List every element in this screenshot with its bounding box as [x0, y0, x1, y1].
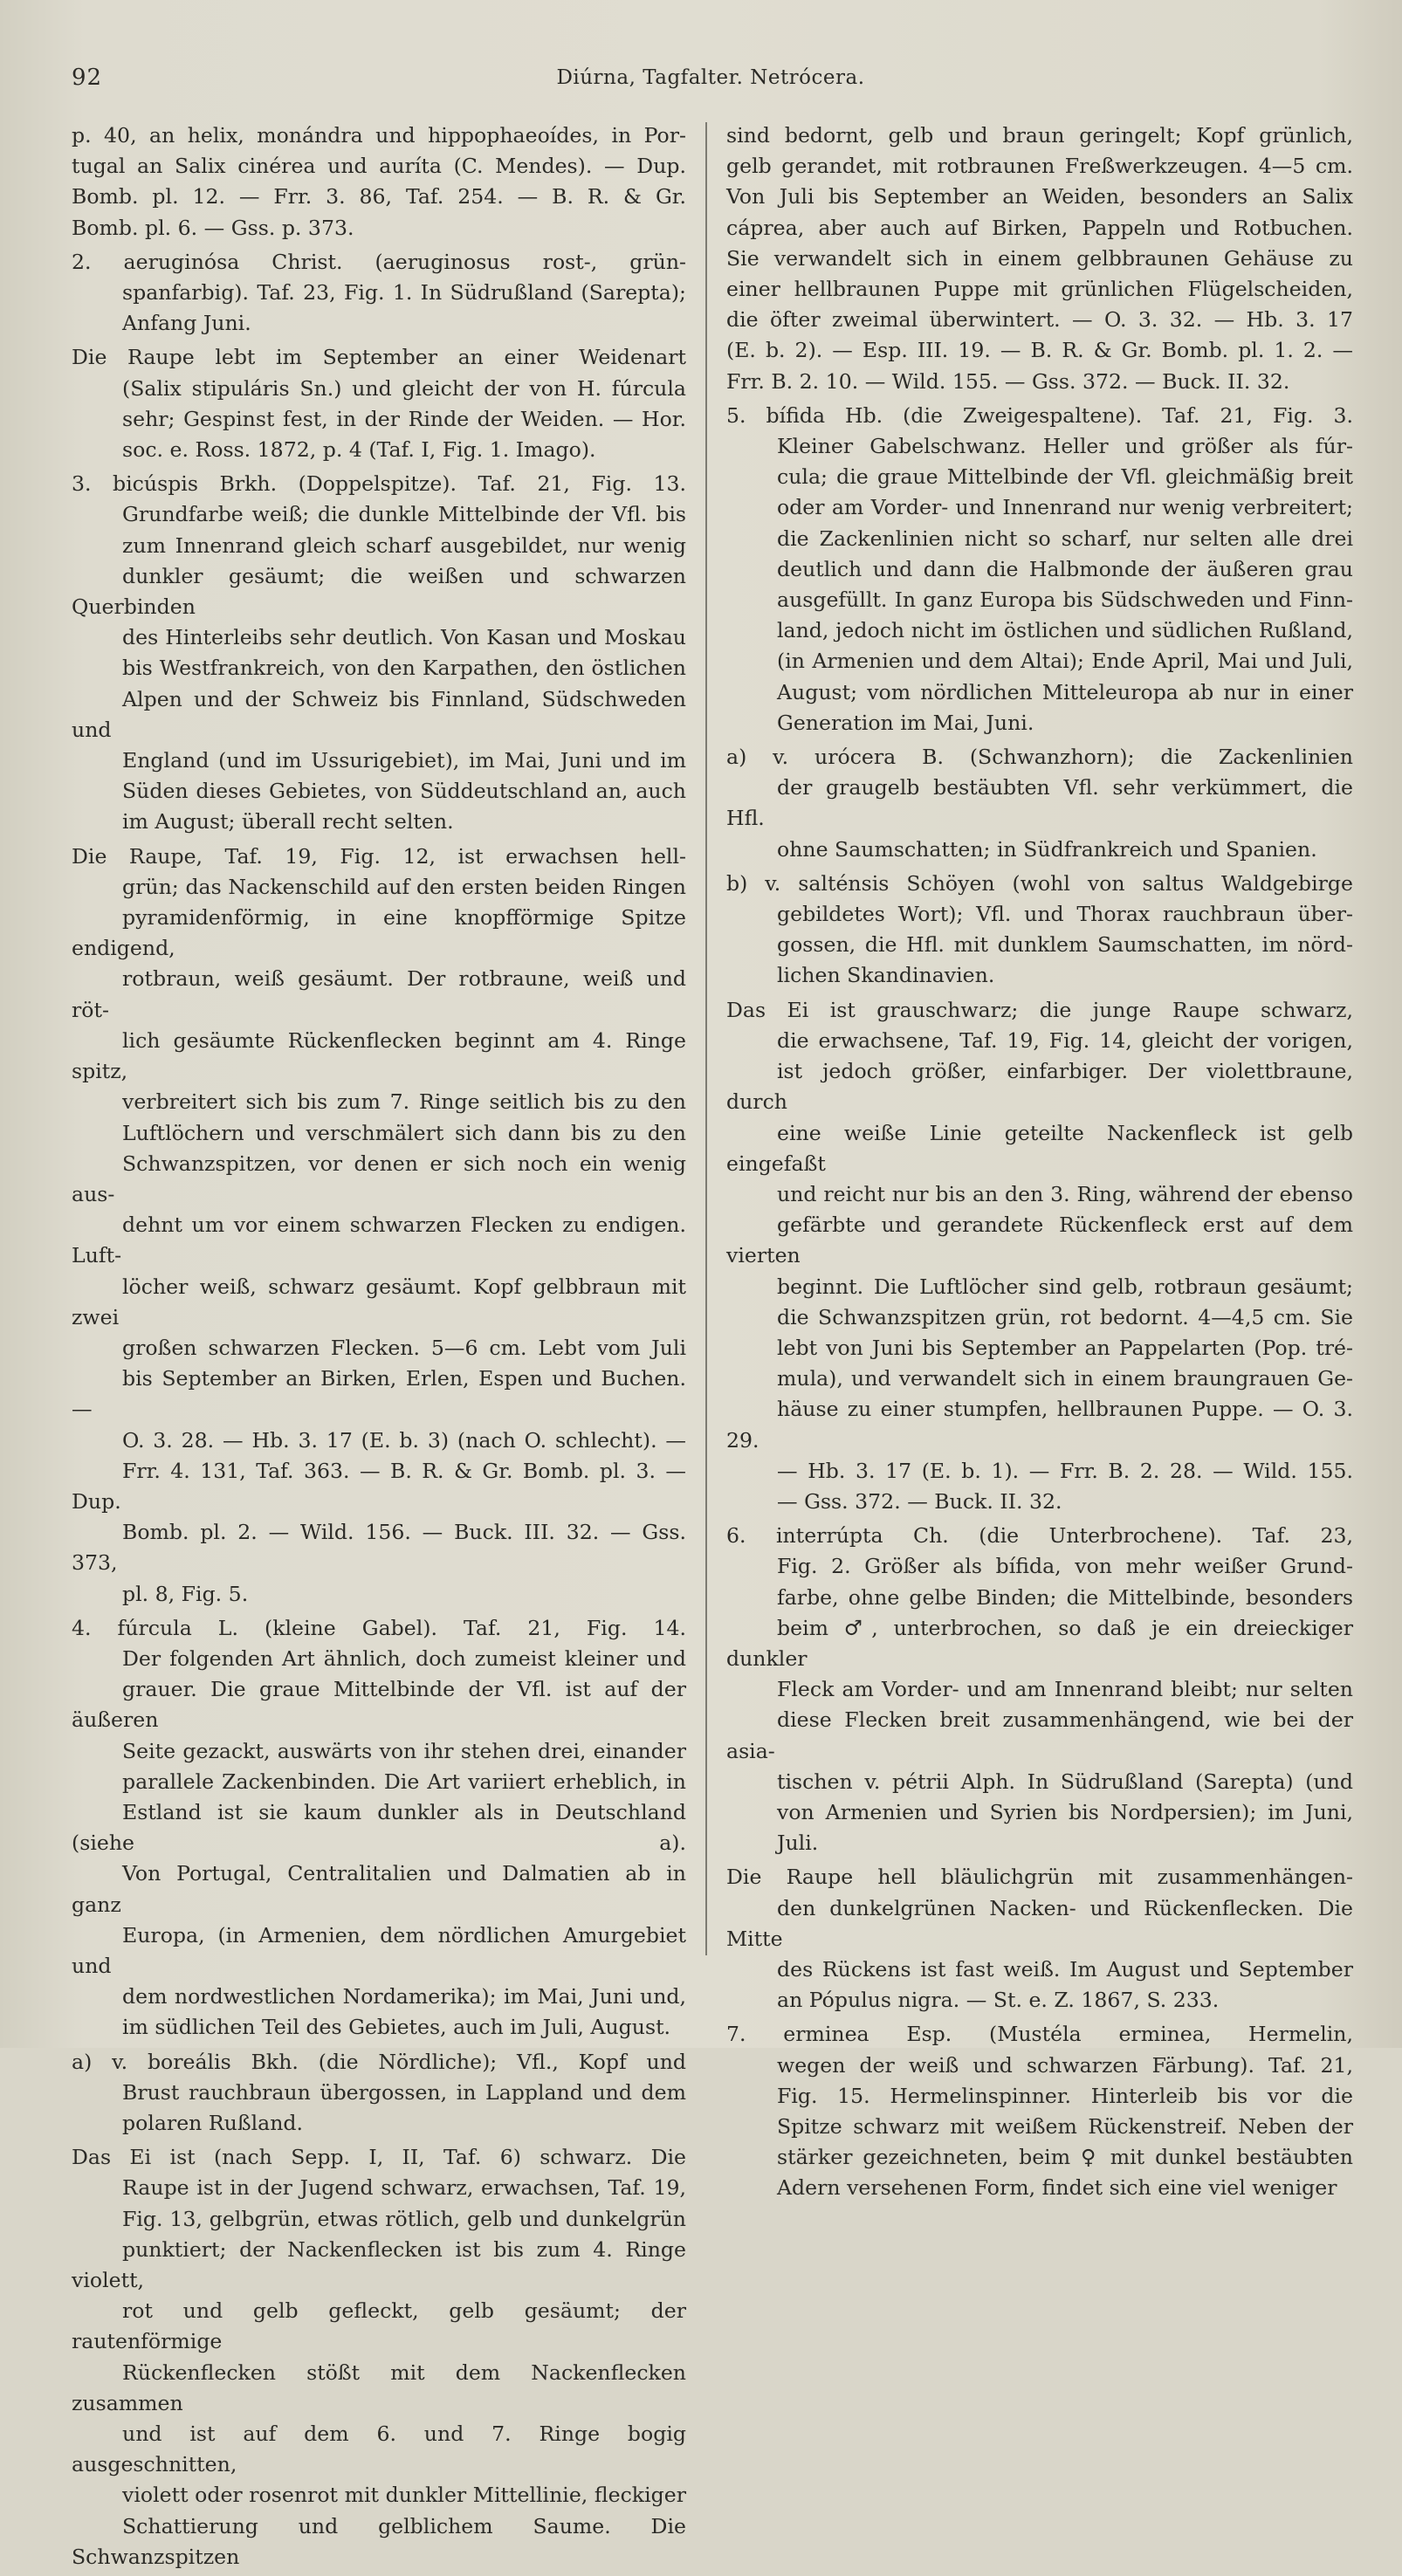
text-line: bis September an Birken, Erlen, Espen und Buchen. — — [72, 1366, 686, 1422]
text-line: Das Ei ist (nach Sepp. I, II, Taf. 6) schwarz. Die — [72, 2145, 686, 2170]
text-line: 2. aeruginósa Christ. (aeruginosus rost-, grün- — [72, 249, 686, 274]
running-head: Diúrna, Tagfalter. Netrócera. — [556, 66, 865, 89]
text-line: Juli. — [777, 1831, 819, 1856]
text-line: gossen, die Hfl. mit dunklem Saumschatten, im nörd- — [777, 932, 1353, 958]
text-line: cula; die graue Mittelbinde der Vfl. gleichmäßig breit — [777, 464, 1353, 490]
text-line: Bomb. pl. 12. — Frr. 3. 86, Taf. 254. — B. R. & Gr. — [72, 184, 686, 210]
text-line: dehnt um vor einem schwarzen Flecken zu endigen. Luft- — [72, 1212, 686, 1268]
text-line: Adern versehenen Form, findet sich eine viel weniger — [777, 2175, 1337, 2201]
text-line: rot und gelb gefleckt, gelb gesäumt; der rautenförmige — [72, 2298, 686, 2354]
continued-paragraph — [726, 120, 1353, 397]
text-line: verbreitert sich bis zum 7. Ringe seitlich bis zu den — [122, 1089, 686, 1115]
text-line: Kleiner Gabelschwanz. Heller und größer als fúr- — [777, 434, 1353, 459]
paragraph — [726, 742, 1353, 865]
text-line: England (und im Ussurigebiet), im Mai, Juni und im — [122, 748, 686, 773]
text-line: tischen v. pétrii Alph. In Südrußland (Sarepta) (und — [777, 1769, 1353, 1794]
text-line: sind bedornt, gelb und braun geringelt; Kopf grünlich, — [726, 123, 1353, 148]
species-entry — [72, 247, 686, 340]
text-line: August; vom nördlichen Mitteleuropa ab nur in einer — [777, 679, 1353, 704]
text-line: 5. bífida Hb. (die Zweigespaltene). Taf. 21, Fig. 3. — [726, 402, 1353, 428]
text-line: Anfang Juni. — [122, 311, 251, 336]
text-line: von Armenien und Syrien bis Nordpersien); im Juni, — [777, 1799, 1353, 1824]
species-entry — [726, 401, 1353, 738]
text-line: p. 40, an helix, monándra und hippophaeoídes, in Por- — [72, 123, 686, 148]
paragraph — [72, 2142, 686, 2573]
text-line: Süden dieses Gebietes, von Süddeutschland an, auch — [122, 779, 686, 804]
text-line: grün; das Nackenschild auf den ersten beiden Ringen — [122, 874, 686, 899]
text-line: im südlichen Teil des Gebietes, auch im Juli, August. — [122, 2015, 671, 2040]
text-line: gebildetes Wort); Vfl. und Thorax rauchbraun über- — [777, 902, 1353, 927]
text-line: polaren Rußland. — [122, 2111, 303, 2135]
text-line: Brust rauchbraun übergossen, in Lappland und dem — [122, 2079, 686, 2105]
text-line: Alpen und der Schweiz bis Finnland, Südschweden und — [72, 686, 686, 742]
text-line: Rückenflecken stößt mit dem Nackenflecken zusammen — [72, 2360, 686, 2415]
text-line: der graugelb bestäubten Vfl. sehr verkümmert, die Hfl. — [726, 775, 1353, 831]
text-line: farbe, ohne gelbe Binden; die Mittelbinde, besonders — [777, 1584, 1353, 1610]
column-divider — [705, 122, 707, 1955]
text-line: zum Innenrand gleich scharf ausgebildet, nur wenig — [122, 532, 686, 558]
text-line: 3. bicúspis Brkh. (Doppelspitze). Taf. 21, Fig. 13. — [72, 471, 686, 497]
text-line: bis Westfrankreich, von den Karpathen, den östlichen — [122, 656, 686, 681]
text-line: Die Raupe hell bläulichgrün mit zusammenhängen- — [726, 1865, 1353, 1890]
text-line: die erwachsene, Taf. 19, Fig. 14, gleicht der vorigen, — [777, 1027, 1353, 1053]
text-line: lebt von Juni bis September an Pappelarten (Pop. tré- — [777, 1335, 1353, 1360]
left-column — [72, 120, 686, 2576]
text-line: des Rückens ist fast weiß. Im August und September — [777, 1956, 1353, 1982]
right-column — [726, 120, 1353, 2208]
text-line: (E. b. 2). — Esp. III. 19. — B. R. & Gr. Bomb. pl. 1. 2. — — [726, 338, 1353, 363]
text-line: (Salix stipuláris Sn.) und gleicht der von H. fúrcula — [122, 375, 686, 401]
paragraph — [72, 841, 686, 1610]
text-line: Estland ist sie kaum dunkler als in Deutschland (siehe a). — [72, 1799, 686, 1856]
text-line: mula), und verwandelt sich in einem braungrauen Ge- — [777, 1366, 1353, 1391]
text-line: Frr. 4. 131, Taf. 363. — B. R. & Gr. Bomb. pl. 3. — Dup. — [72, 1458, 686, 1514]
text-line: dunkler gesäumt; die weißen und schwarzen Querbinden — [72, 563, 686, 620]
species-entry — [72, 1613, 686, 2044]
text-line: häuse zu einer stumpfen, hellbraunen Puppe. — O. 3. 29. — [726, 1397, 1353, 1453]
text-line: grauer. Die graue Mittelbinde der Vfl. ist auf der äußeren — [72, 1677, 686, 1733]
text-line: an Pópulus nigra. — St. e. Z. 1867, S. 233. — [777, 1988, 1220, 2013]
text-line: Spitze schwarz mit weißem Rückenstreif. Neben der — [777, 2114, 1353, 2139]
text-line: Bomb. pl. 2. — Wild. 156. — Buck. III. 32. — Gss. 373, — [72, 1520, 686, 1576]
text-line: den dunkelgrünen Nacken- und Rückenflecken. Die Mitte — [726, 1895, 1353, 1951]
text-line: land, jedoch nicht im östlichen und südlichen Rußland, — [777, 618, 1353, 643]
text-line: gelb gerandet, mit rotbraunen Freßwerkzeugen. 4—5 cm. — [726, 154, 1353, 179]
continued-paragraph — [72, 120, 686, 244]
text-line: b) v. salténsis Schöyen (wohl von saltus Waldgebirge — [726, 870, 1353, 896]
text-line: Von Juli bis September an Weiden, besonders an Salix — [726, 184, 1353, 210]
text-line: und ist auf dem 6. und 7. Ringe bogig ausgeschnitten, — [72, 2421, 686, 2477]
text-line: cáprea, aber auch auf Birken, Pappeln und Rotbuchen. — [726, 215, 1353, 240]
text-line: O. 3. 28. — Hb. 3. 17 (E. b. 3) (nach O. schlecht). — — [122, 1427, 686, 1453]
text-line: 6. interrúpta Ch. (die Unterbrochene). Taf. 23, — [726, 1523, 1353, 1549]
text-line: Fig. 2. Größer als bífida, von mehr weißer Grund- — [777, 1554, 1353, 1579]
text-line: ausgefüllt. In ganz Europa bis Südschweden und Finn- — [777, 587, 1353, 613]
text-line: ist jedoch größer, einfarbiger. Der violettbraune, durch — [726, 1059, 1353, 1115]
text-line: diese Flecken breit zusammenhängend, wie bei der asia- — [726, 1707, 1353, 1763]
page-header — [72, 65, 1350, 100]
text-line: pyramidenförmig, in eine knopfförmige Spitze endigend, — [72, 905, 686, 961]
text-line: beginnt. Die Luftlöcher sind gelb, rotbraun gesäumt; — [777, 1274, 1353, 1299]
text-line: spanfarbig). Taf. 23, Fig. 1. In Südrußland (Sarepta); — [122, 280, 686, 306]
text-line: stärker gezeichneten, beim ♀ mit dunkel bestäubten — [777, 2145, 1353, 2170]
species-entry — [72, 469, 686, 837]
text-line: Von Portugal, Centralitalien und Dalmatien ab in ganz — [72, 1861, 686, 1917]
text-line: Fig. 13, gelbgrün, etwas rötlich, gelb und dunkelgrün — [122, 2206, 686, 2231]
text-line: die Schwanzspitzen grün, rot bedornt. 4—4,5 cm. Sie — [777, 1304, 1353, 1329]
text-line: Seite gezackt, auswärts von ihr stehen drei, einander — [122, 1738, 686, 1763]
text-line: Das Ei ist grauschwarz; die junge Raupe schwarz, — [726, 997, 1353, 1022]
text-line: — Gss. 372. — Buck. II. 32. — [777, 1488, 1062, 1514]
text-line: punktiert; der Nackenflecken ist bis zum 4. Ringe violett, — [72, 2236, 686, 2293]
text-line: violett oder rosenrot mit dunkler Mittellinie, fleckiger — [122, 2483, 686, 2508]
text-line: ohne Saumschatten; in Südfrankreich und Spanien. — [777, 836, 1317, 862]
species-entry — [726, 2019, 1353, 2203]
text-line: die Zackenlinien nicht so scharf, nur selten alle drei — [777, 526, 1353, 551]
text-line: einer hellbraunen Puppe mit grünlichen Flügelscheiden, — [726, 277, 1353, 302]
text-line: parallele Zackenbinden. Die Art variiert erheblich, in — [122, 1769, 686, 1794]
paragraph — [726, 869, 1353, 992]
text-line: Grundfarbe weiß; die dunkle Mittelbinde der Vfl. bis — [122, 502, 686, 527]
text-line: wegen der weiß und schwarzen Färbung). Taf. 21, — [777, 2052, 1353, 2078]
text-line: tugal an Salix cinérea und auríta (C. Mendes). — Dup. — [72, 154, 686, 179]
text-line: a) v. boreális Bkh. (die Nördliche); Vfl., Kopf und — [72, 2049, 686, 2074]
text-line: Raupe ist in der Jugend schwarz, erwachsen, Taf. 19, — [122, 2175, 686, 2201]
species-entry — [726, 1521, 1353, 1858]
text-line: löcher weiß, schwarz gesäumt. Kopf gelbbraun mit zwei — [72, 1274, 686, 1329]
text-line: Schwanzspitzen, vor denen er sich noch ein wenig aus- — [72, 1151, 686, 1206]
text-line: lichen Skandinavien. — [777, 963, 995, 988]
text-line: Fleck am Vorder- und am Innenrand bleibt; nur selten — [777, 1677, 1353, 1702]
text-line: soc. e. Ross. 1872, p. 4 (Taf. I, Fig. 1. Imago). — [122, 437, 596, 463]
paragraph — [72, 2047, 686, 2140]
text-line: eine weiße Linie geteilte Nackenfleck ist gelb eingefaßt — [726, 1120, 1353, 1176]
text-line: Der folgenden Art ähnlich, doch zumeist kleiner und — [122, 1645, 686, 1671]
text-line: Fig. 15. Hermelinspinner. Hinterleib bis vor die — [777, 2083, 1353, 2108]
text-line: Europa, (in Armenien, dem nördlichen Amurgebiet und — [72, 1922, 686, 1978]
paragraph — [726, 995, 1353, 1517]
paragraph — [726, 1862, 1353, 2016]
page-number: 92 — [72, 65, 103, 91]
text-line: oder am Vorder- und Innenrand nur wenig verbreitert; — [777, 495, 1353, 520]
text-line: Frr. B. 2. 10. — Wild. 155. — Gss. 372. — Buck. II. 32. — [726, 368, 1290, 394]
text-line: — Hb. 3. 17 (E. b. 1). — Frr. B. 2. 28. — Wild. 155. — [777, 1458, 1353, 1483]
text-line: Generation im Mai, Juni. — [777, 710, 1034, 735]
text-line: lich gesäumte Rückenflecken beginnt am 4. Ringe spitz, — [72, 1027, 686, 1084]
text-line: Schattierung und gelblichem Saume. Die Schwanzspitzen — [72, 2513, 686, 2569]
text-line: deutlich und dann die Halbmonde der äußeren grau — [777, 556, 1353, 581]
text-line: Bomb. pl. 6. — Gss. p. 373. — [72, 215, 354, 240]
text-line: des Hinterleibs sehr deutlich. Von Kasan und Moskau — [122, 625, 686, 650]
text-line: die öfter zweimal überwintert. — O. 3. 32. — Hb. 3. 17 — [726, 307, 1353, 333]
text-line: a) v. urócera B. (Schwanzhorn); die Zackenlinien — [726, 745, 1353, 770]
text-line: Sie verwandelt sich in einem gelbbraunen Gehäuse zu — [726, 245, 1353, 271]
text-line: gefärbte und gerandete Rückenfleck erst auf dem vierten — [726, 1212, 1353, 1268]
text-line: 7. erminea Esp. (Mustéla erminea, Hermelin, — [726, 2022, 1353, 2047]
text-line: Luftlöchern und verschmälert sich dann bis zu den — [122, 1120, 686, 1145]
paragraph — [72, 342, 686, 465]
text-line: (in Armenien und dem Altai); Ende April, Mai und Juli, — [777, 649, 1353, 674]
text-line: 4. fúrcula L. (kleine Gabel). Taf. 21, Fig. 14. — [72, 1615, 686, 1640]
text-line: pl. 8, Fig. 5. — [122, 1581, 249, 1606]
text-line: und reicht nur bis an den 3. Ring, während der ebenso — [777, 1181, 1353, 1206]
text-line: beim ♂, unterbrochen, so daß je ein dreieckiger dunkler — [726, 1615, 1353, 1671]
text-line: rotbraun, weiß gesäumt. Der rotbraune, weiß und röt- — [72, 966, 686, 1022]
text-line: im August; überall recht selten. — [122, 809, 454, 835]
text-line: sehr; Gespinst fest, in der Rinde der Weiden. — Hor. — [122, 406, 686, 431]
text-line: großen schwarzen Flecken. 5—6 cm. Lebt vom Juli — [122, 1335, 686, 1360]
text-line: dem nordwestlichen Nordamerika); im Mai, Juni und, — [122, 1984, 686, 2009]
text-line: Die Raupe, Taf. 19, Fig. 12, ist erwachsen hell- — [72, 843, 686, 869]
text-line: Die Raupe lebt im September an einer Weidenart — [72, 345, 686, 370]
